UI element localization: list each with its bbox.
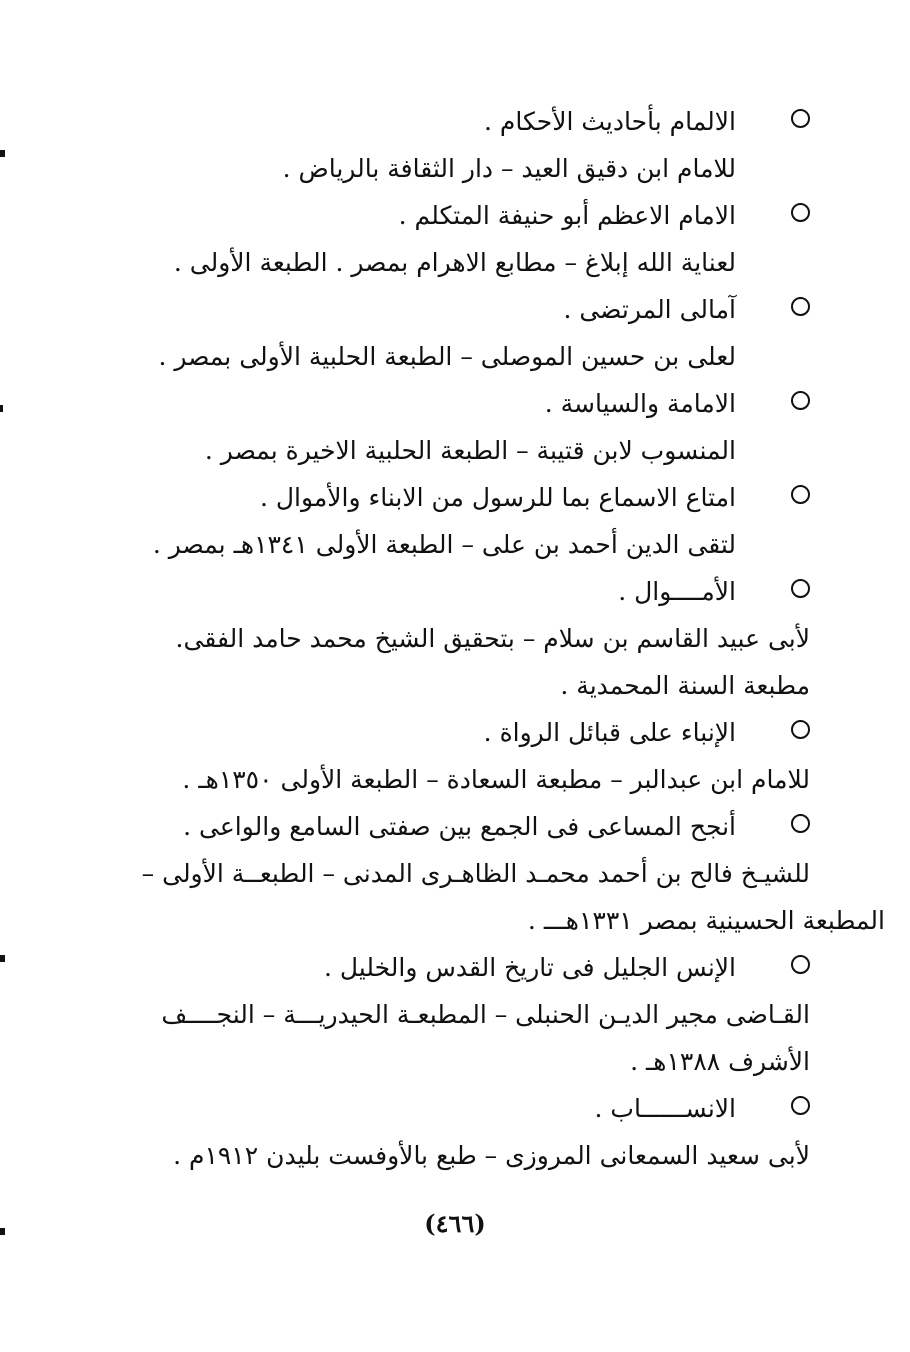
circle-bullet-icon bbox=[791, 720, 810, 739]
entry-detail: لعلى بن حسين الموصلى – الطبعة الحلبية الأولى بمصر . bbox=[158, 342, 736, 371]
entry-detail: للشيـخ فالح بن أحمد محمـد الظاهـرى المدنى – الطبعــة الأولى – bbox=[141, 859, 810, 888]
entry-title-line bbox=[90, 98, 810, 145]
circle-bullet-icon bbox=[791, 955, 810, 974]
entry-title: آمالى المرتضى . bbox=[563, 295, 736, 324]
bibliography-entry bbox=[90, 286, 810, 380]
entry-title-line bbox=[90, 192, 810, 239]
bibliography-entry bbox=[90, 568, 810, 709]
entry-detail: المنسوب لابن قتيبة – الطبعة الحلبية الاخيرة بمصر . bbox=[204, 436, 736, 465]
scan-edge-mark bbox=[0, 955, 5, 962]
entry-title-line bbox=[90, 568, 810, 615]
entry-title: أنجح المساعى فى الجمع بين صفتى السامع والواعى . bbox=[183, 812, 736, 841]
bibliography-entry bbox=[90, 380, 810, 474]
entry-title: الأمــــوال . bbox=[618, 577, 736, 606]
scan-edge-mark bbox=[0, 150, 5, 157]
bibliography-entry bbox=[90, 944, 810, 1085]
entry-title: الإنس الجليل فى تاريخ القدس والخليل . bbox=[323, 953, 736, 982]
bibliography-entry bbox=[90, 1085, 810, 1179]
entry-detail: المطبعة الحسينية بمصر ١٣٣١هـــ . bbox=[527, 906, 885, 935]
bibliography-list bbox=[90, 98, 885, 1179]
circle-bullet-icon bbox=[791, 391, 810, 410]
entry-detail: للامام ابن عبدالبر – مطبعة السعادة – الطبعة الأولى ١٣٥٠هـ . bbox=[182, 765, 810, 794]
entry-detail: القـاضى مجير الديـن الحنبلى – المطبعـة الحيدريـــة – النجــــف bbox=[161, 1000, 810, 1029]
entry-title-line bbox=[90, 286, 810, 333]
entry-title-line bbox=[90, 474, 810, 521]
entry-title-line bbox=[90, 944, 810, 991]
entry-detail: لأبى عبيد القاسم بن سلام – بتحقيق الشيخ محمد حامد الفقى. bbox=[175, 624, 810, 653]
entry-title: الإنباء على قبائل الرواة . bbox=[483, 718, 736, 747]
circle-bullet-icon bbox=[791, 814, 810, 833]
circle-bullet-icon bbox=[791, 109, 810, 128]
entry-detail: الأشرف ١٣٨٨هـ . bbox=[630, 1047, 810, 1076]
bibliography-entry bbox=[90, 192, 810, 286]
circle-bullet-icon bbox=[791, 203, 810, 222]
page-number: (٤٦٦) bbox=[424, 1209, 486, 1238]
entry-title-line bbox=[90, 709, 810, 756]
bibliography-entry bbox=[90, 474, 810, 568]
scan-edge-mark bbox=[0, 405, 3, 412]
entry-detail: لتقى الدين أحمد بن على – الطبعة الأولى ١٣٤١هـ بمصر . bbox=[152, 530, 736, 559]
circle-bullet-icon bbox=[791, 297, 810, 316]
entry-title: الالمام بأحاديث الأحكام . bbox=[483, 107, 736, 136]
circle-bullet-icon bbox=[791, 485, 810, 504]
entry-title-line bbox=[90, 803, 810, 850]
entry-title: الامام الاعظم أبو حنيفة المتكلم . bbox=[398, 201, 736, 230]
entry-title-line bbox=[90, 1085, 810, 1132]
bibliography-entry bbox=[90, 98, 810, 192]
bibliography-entry bbox=[90, 709, 810, 803]
entry-title: الانســــــاب . bbox=[594, 1094, 736, 1123]
entry-title-line bbox=[90, 380, 810, 427]
entry-title: الامامة والسياسة . bbox=[544, 389, 736, 418]
entry-detail: لأبى سعيد السمعانى المروزى – طبع بالأوفست بليدن ١٩١٢م . bbox=[173, 1141, 810, 1170]
entry-detail: لعناية الله إبلاغ – مطابع الاهرام بمصر . الطبعة الأولى . bbox=[173, 248, 736, 277]
circle-bullet-icon bbox=[791, 579, 810, 598]
entry-detail: للامام ابن دقيق العيد – دار الثقافة بالرياض . bbox=[282, 154, 736, 183]
entry-detail: مطبعة السنة المحمدية . bbox=[560, 671, 810, 700]
entry-title: امتاع الاسماع بما للرسول من الابناء والأموال . bbox=[259, 483, 736, 512]
bibliography-entry bbox=[90, 803, 885, 944]
circle-bullet-icon bbox=[791, 1096, 810, 1115]
